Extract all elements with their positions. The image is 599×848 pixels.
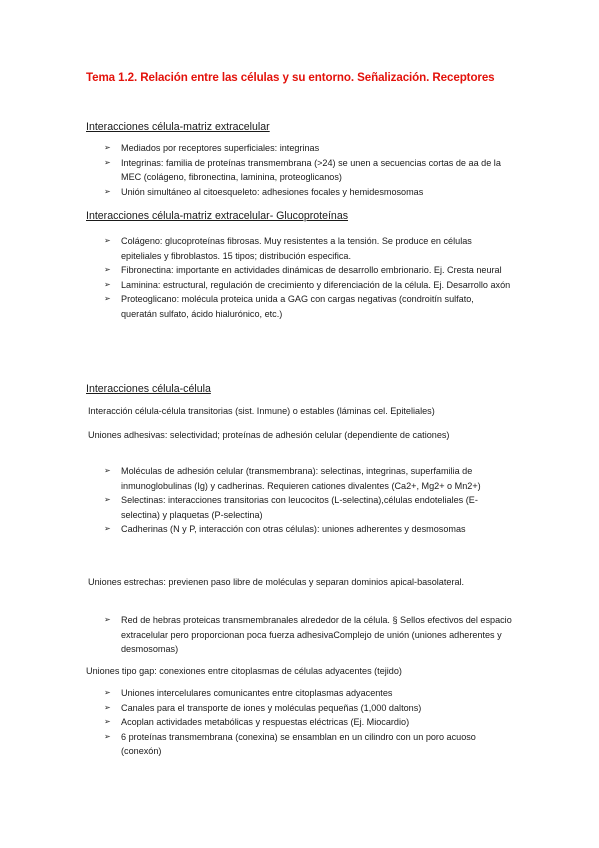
list-item: ➢ Acoplan actividades metabólicas y respuestas eléctricas (Ej. Miocardio) (104, 715, 512, 730)
section-heading-celula-celula: Interacciones célula-célula (86, 383, 211, 395)
list-gap (104, 686, 512, 759)
list-item: ➢ Uniones intercelulares comunicantes entre citoplasmas adyacentes (104, 686, 512, 701)
arrow-bullet-icon: ➢ (104, 157, 111, 167)
list-item: ➢ Selectinas: interacciones transitorias con leucocitos (L-selectina),células endoteliales (E-selectina) y plaquetas (P-selectina) (104, 495, 478, 520)
list-estrechas (104, 613, 512, 657)
paragraph-intro: Interacción célula-célula transitorias (sist. Inmune) o estables (láminas cel. Epiteliales) (88, 406, 435, 416)
arrow-bullet-icon: ➢ (104, 702, 111, 712)
arrow-bullet-icon: ➢ (104, 466, 111, 475)
paragraph-gap: Uniones tipo gap: conexiones entre citoplasmas de células adyacentes (tejido) (86, 666, 402, 676)
arrow-bullet-icon: ➢ (104, 731, 111, 741)
section-heading-matriz: Interacciones célula-matriz extracelular (86, 121, 270, 133)
arrow-bullet-icon: ➢ (104, 615, 111, 624)
arrow-bullet-icon: ➢ (104, 524, 111, 533)
list-item: ➢ Integrinas: familia de proteínas transmembrana (>24) se unen a secuencias cortas de aa de la MEC (colágeno, fibronectina, laminina, proteoglicanos) (104, 157, 501, 182)
arrow-bullet-icon: ➢ (104, 688, 111, 697)
page-title: Tema 1.2. Relación entre las células y su entorno. Señalización. Receptores (86, 71, 495, 84)
arrow-bullet-icon: ➢ (104, 236, 111, 245)
list-item: ➢ Mediados por receptores superficiales: integrinas (104, 141, 512, 156)
arrow-bullet-icon: ➢ (104, 717, 111, 726)
list-item: ➢ Laminina: estructural, regulación de crecimiento y diferenciación de la célula. Ej. Desarrollo axón (104, 278, 512, 293)
list-item: ➢ Moléculas de adhesión celular (transmembrana): selectinas, integrinas, superfamilia de inmunoglobulinas (Ig) y cadherinas. Requieren cationes divalentes (Ca2+, Mg2+ o Mn2+) (104, 466, 481, 491)
paragraph-adhesivas: Uniones adhesivas: selectividad; proteínas de adhesión celular (dependiente de cationes) (88, 430, 450, 440)
list-item: ➢ Red de hebras proteicas transmembranales alrededor de la célula. § Sellos efectivos del espacio extracelular pero proporcionan poca fuerza adhesivaComplejo de unión (uniones adherentes y desmosomas) (104, 615, 512, 654)
arrow-bullet-icon: ➢ (104, 265, 111, 274)
arrow-bullet-icon: ➢ (104, 143, 111, 152)
list-item: ➢ Colágeno: glucoproteínas fibrosas. Muy resistentes a la tensión. Se produce en células epiteliales y fibroblastos. 15 tipos; distribución especifica. (104, 236, 472, 261)
list-item: ➢ Cadherinas (N y P, interacción con otras células): uniones adherentes y desmosomas (104, 522, 512, 537)
list-adhesivas (104, 464, 512, 537)
list-item: ➢ Fibronectina: importante en actividades dinámicas de desarrollo embrionario. Ej. Cresta neural (104, 263, 512, 278)
paragraph-estrechas: Uniones estrechas: previenen paso libre de moléculas y separan dominios apical-basolateral. (88, 577, 465, 587)
list-item: ➢ Canales para el transporte de iones y moléculas pequeñas (1,000 daltons) (104, 701, 512, 716)
list-item: ➢ 6 proteínas transmembrana (conexina) se ensamblan en un cilindro con un poro acuoso (conexón) (104, 731, 476, 756)
list-glucoproteinas (104, 234, 512, 321)
list-matriz (104, 141, 512, 199)
arrow-bullet-icon: ➢ (104, 294, 111, 303)
arrow-bullet-icon: ➢ (104, 495, 111, 504)
list-item: ➢ Proteoglicano: molécula proteica unida a GAG con cargas negativas (condroitín sulfato, queratán sulfato, ácido hialurónico, etc.) (104, 294, 474, 319)
list-item: ➢ Unión simultáneo al citoesqueleto: adhesiones focales y hemidesmosomas (104, 185, 512, 200)
arrow-bullet-icon: ➢ (104, 186, 111, 196)
section-heading-glucoproteinas: Interacciones célula-matriz extracelular- Glucoproteínas (86, 210, 349, 222)
arrow-bullet-icon: ➢ (104, 279, 111, 289)
